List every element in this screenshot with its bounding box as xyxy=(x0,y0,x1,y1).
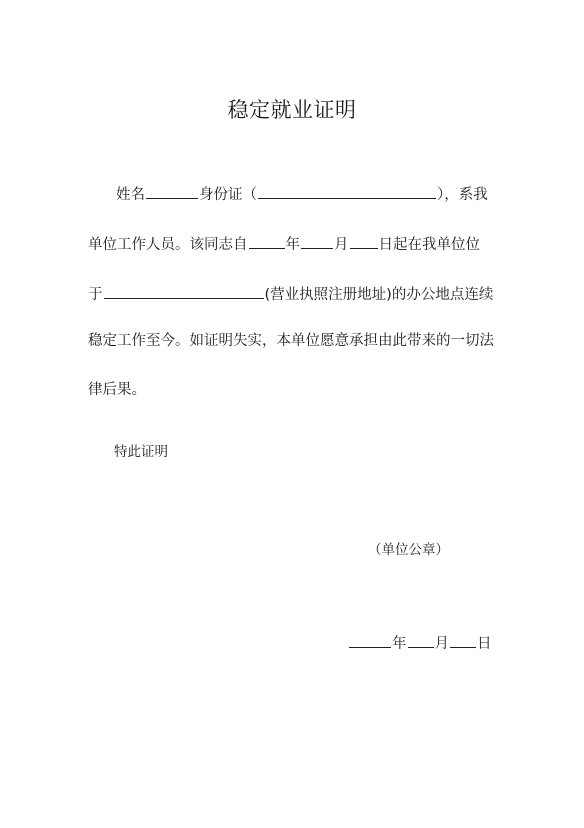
month-label: 月 xyxy=(334,237,349,253)
paragraph-line-2 xyxy=(88,232,480,254)
sign-month-blank[interactable] xyxy=(408,631,434,648)
id-close: ），系我 xyxy=(437,187,488,203)
sign-day-label: 日 xyxy=(477,636,492,652)
sign-day-blank[interactable] xyxy=(450,631,476,648)
address-blank[interactable] xyxy=(104,282,264,299)
paragraph-line-4: 稳定工作至今。如证明失实，本单位愿意承担由此带来的一切法 xyxy=(88,333,494,349)
sign-month-label: 月 xyxy=(434,636,449,652)
signature-date xyxy=(348,631,492,655)
paragraph-line-5: 律后果。 xyxy=(88,382,146,398)
line2-text: 单位工作人员。该同志自 xyxy=(88,237,248,253)
start-day-blank[interactable] xyxy=(350,232,378,249)
paragraph-line-1 xyxy=(116,182,488,204)
line3-prefix: 于 xyxy=(88,287,103,303)
company-seal-label: （单位公章） xyxy=(368,542,449,558)
name-blank[interactable] xyxy=(146,182,198,199)
day-text: 日起在我单位位 xyxy=(378,237,480,253)
sign-year-blank[interactable] xyxy=(349,631,391,648)
document-title: 稳定就业证明 xyxy=(227,98,357,122)
closing-text: 特此证明 xyxy=(114,444,168,460)
year-label: 年 xyxy=(285,237,300,253)
line3-text: (营业执照注册地址)的办公地点连续 xyxy=(264,287,494,303)
sign-year-label: 年 xyxy=(392,636,407,652)
name-label: 姓名 xyxy=(116,187,145,203)
id-label: 身份证（ xyxy=(199,187,257,203)
id-number-blank[interactable] xyxy=(258,182,436,199)
start-year-blank[interactable] xyxy=(249,232,285,249)
start-month-blank[interactable] xyxy=(301,232,333,249)
paragraph-line-3 xyxy=(88,282,493,304)
